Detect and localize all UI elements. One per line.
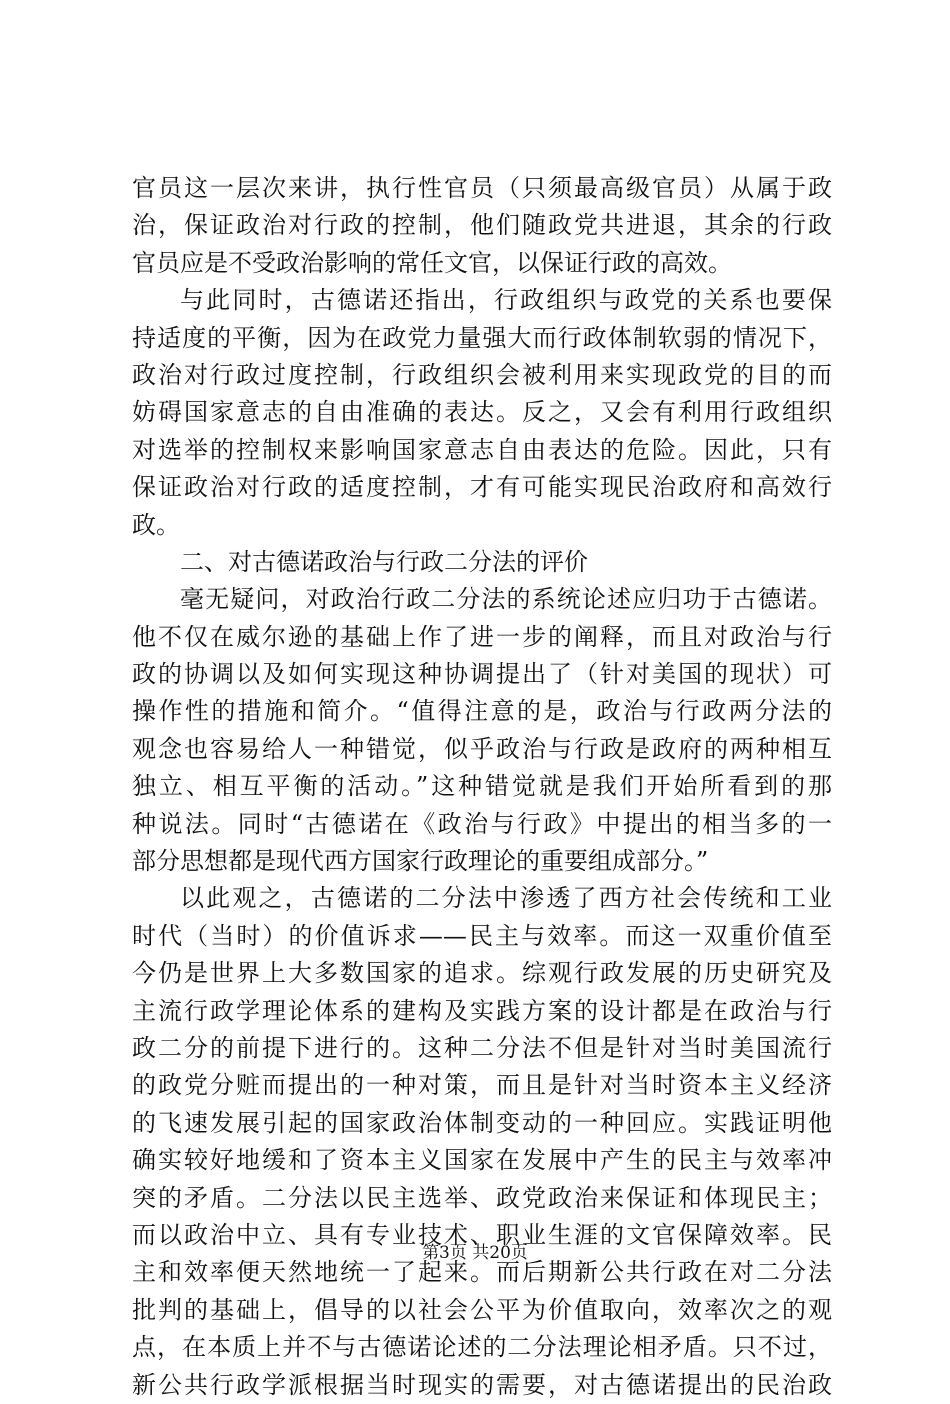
text-line: 政治对行政过度控制，行政组织会被利用来实现政党的目的而 xyxy=(132,360,832,389)
text-line: 部分思想都是现代西方国家行政理论的重要组成部分。” xyxy=(132,847,709,876)
text-line: 对选举的控制权来影响国家意志自由表达的危险。因此，只有 xyxy=(132,435,832,464)
text-line: 种说法。同时“古德诺在《政治与行政》中提出的相当多的一 xyxy=(132,809,832,838)
text-line: 官员应是不受政治影响的常任文官，以保证行政的高效。 xyxy=(132,248,732,277)
text-line: 与此同时，古德诺还指出，行政组织与政党的关系也要保 xyxy=(180,286,832,315)
text-line: 他不仅在威尔逊的基础上作了进一步的阐释，而且对政治与行 xyxy=(132,622,832,651)
text-line: 保证政治对行政的适度控制，才有可能实现民治政府和高效行 xyxy=(132,473,832,502)
document-body xyxy=(132,170,832,1404)
text-line: 时代（当时）的价值诉求——民主与效率。而这一双重价值至 xyxy=(132,921,832,950)
text-line: 观念也容易给人一种错觉，似乎政治与行政是政府的两种相互 xyxy=(132,734,832,763)
text-line: 政的协调以及如何实现这种协调提出了（针对美国的现状）可 xyxy=(132,660,832,689)
text-line: 毫无疑问，对政治行政二分法的系统论述应归功于古德诺。 xyxy=(180,585,832,614)
text-line: 今仍是世界上大多数国家的追求。综观行政发展的历史研究及 xyxy=(132,959,832,988)
text-line: 持适度的平衡，因为在政党力量强大而行政体制软弱的情况下， xyxy=(132,323,832,352)
text-line: 新公共行政学派根据当时现实的需要，对古德诺提出的民治政 xyxy=(132,1370,832,1399)
text-line: 突的矛盾。二分法以民主选举、政党政治来保证和体现民主； xyxy=(132,1183,832,1212)
text-line: 政。 xyxy=(132,510,180,539)
text-line: 批判的基础上，倡导的以社会公平为价值取向，效率次之的观 xyxy=(132,1295,832,1324)
text-line: 官员这一层次来讲，执行性官员（只须最高级官员）从属于政 xyxy=(132,174,832,202)
text-line: 二、对古德诺政治与行政二分法的评价 xyxy=(180,547,588,576)
text-line: 而以政治中立、具有专业技术、职业生涯的文官保障效率。民 xyxy=(132,1220,832,1249)
page-footer: 第3页 共20页 xyxy=(422,1243,528,1263)
text-line: 主和效率便天然地统一了起来。而后期新公共行政在对二分法 xyxy=(132,1258,832,1287)
text-line: 确实较好地缓和了资本主义国家在发展中产生的民主与效率冲 xyxy=(132,1146,832,1175)
text-line: 的政党分赃而提出的一种对策，而且是针对当时资本主义经济 xyxy=(132,1071,832,1100)
text-line: 政二分的前提下进行的。这种二分法不但是针对当时美国流行 xyxy=(132,1033,832,1062)
text-line: 的飞速发展引起的国家政治体制变动的一种回应。实践证明他 xyxy=(132,1108,832,1137)
text-line: 独立、相互平衡的活动。”这种错觉就是我们开始所看到的那 xyxy=(132,772,832,801)
text-line: 以此观之，古德诺的二分法中渗透了西方社会传统和工业 xyxy=(180,884,832,913)
text-line: 点，在本质上并不与古德诺论述的二分法理论相矛盾。只不过， xyxy=(132,1333,832,1362)
text-line: 操作性的措施和简介。“值得注意的是，政治与行政两分法的 xyxy=(132,697,832,726)
text-line: 主流行政学理论体系的建构及实践方案的设计都是在政治与行 xyxy=(132,996,832,1025)
text-line: 妨碍国家意志的自由准确的表达。反之，又会有利用行政组织 xyxy=(132,398,832,427)
text-line: 治，保证政治对行政的控制，他们随政党共进退，其余的行政 xyxy=(132,211,832,240)
